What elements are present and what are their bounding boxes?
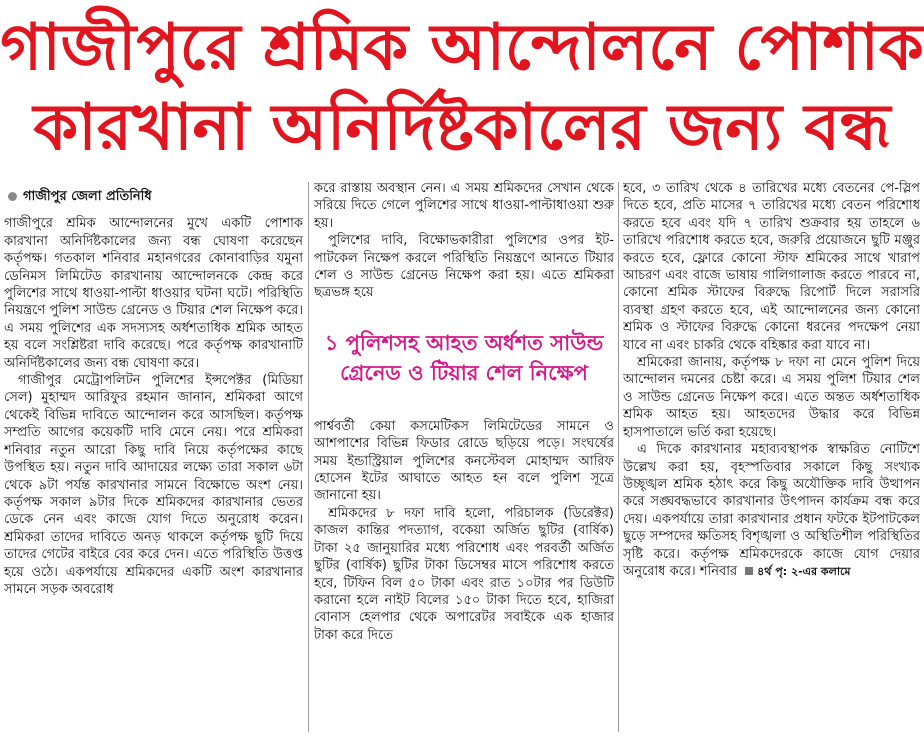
paragraph: শ্রমিকেরা জানায়, কর্তৃপক্ষ ৮ দফা না মেনে পুলিশ দিয়ে আন্দোলন দমনের চেষ্টা করে। এ সময় পুলিশ টিয়ার শেল ও সাউন্ড গ্রেনেড নিক্ষেপ করে। এতে অন্তত অর্ধশতাধিক শ্রমিক আহত হয়। আহতদের উদ্ধার করে বিভিন্ন হাসপাতালে ভর্তি করা হয়েছে। xyxy=(623,355,920,440)
paragraph: করে রাস্তায় অবস্থান নেন। এ সময় শ্রমিকদের সেখান থেকে সরিয়ে দিতে গেলে পুলিশের সাথে ধাওয়া-পাল্টাধাওয়া শুরু হয়। xyxy=(314,181,614,231)
paragraph: শ্রমিকদের ৮ দফা দাবি হলো, পরিচালক (ডিরেক্টর) কাজল কান্তির পদত্যাগ, বকেয়া অর্জিত ছুটির (বার্ষিক) টাকা ২৫ জানুয়ারির মধ্যে পরিশোধ এবং পরবর্তী অর্জিত ছুটির (বার্ষিক) ছুটির টাকা ডিসেম্বর মাসে পরিশোধ করতে হবে, টিফিন বিল ৫০ টাকা এবং রাত ১০টার পর ডিউটি করানো হলে নাইট বিলের ১৫০ টাকা দিতে হবে, হাজিরা বোনাস হেলপার থেকে অপারেটর সবাইকে এক হাজার টাকা করে দিতে xyxy=(314,505,614,643)
headline-line-2: কারখানা অনির্দিষ্টকালের জন্য বন্ধ xyxy=(33,91,891,165)
headline-line-1: গাজীপুরে শ্রমিক আন্দোলনে পোশাক xyxy=(0,11,924,85)
headline xyxy=(0,8,924,168)
pull-quote: ১ পুলিশসহ আহত অর্ধশত সাউন্ড গ্রেনেড ও টিয়ার শেল নিক্ষেপ xyxy=(324,330,604,385)
article-column-3 xyxy=(623,180,920,736)
paragraph: হবে, ৩ তারিখ থেকে ৪ তারিখের মধ্যে বেতনের পে-স্লিপ দিতে হবে, প্রতি মাসের ৭ তারিখের মধ্যে বেতন পরিশোধ করতে হবে এবং যদি ৭ তারিখ শুক্রবার হয় তাহলে ৬ তারিখে পরিশোধ করতে হবে, জরুরি প্রয়োজনে ছুটি মঞ্জুর করতে হবে, ফ্লোরে কোনো স্টাফ শ্রমিকের সাথে খারাপ আচরণ এবং বাজে ভাষায় গালিগালাজ করতে পারবে না, কোনো শ্রমিক স্টাফের বিরুদ্ধে রিপোর্ট দিলে সরাসরি ব্যবস্থা গ্রহণ করতে হবে, এই আন্দোলনের জন্য কোনো শ্রমিক ও স্টাফের বিরুদ্ধে কোনো ধরনের পদক্ষেপ নেয়া যাবে না এবং চাকরি থেকে বহিষ্কার করা যাবে না। xyxy=(623,181,920,353)
article-column-2 xyxy=(314,180,614,736)
paragraph: গাজীপুরে শ্রমিক আন্দোলনের মুখে একটি পোশাক কারখানা অনির্দিষ্টকালের জন্য বন্ধ ঘোষণা করেছেন কর্তৃপক্ষ। গতকাল শনিবার মহানগরের কোনাবাড়ির যমুনা ডেনিমস লিমিটেড কারখানায় আন্দোলনকে কেন্দ্র করে পুলিশের সাথে ধাওয়া-পাল্টা ধাওয়ার ঘটনা ঘটে। পরিস্থিতি নিয়ন্ত্রণে পুলিশ সাউন্ড গ্রেনেড ও টিয়ার শেল নিক্ষেপ করে। এ সময় পুলিশের এক সদস্যসহ অর্ধশতাধিক শ্রমিক আহত হয় বলে সংশ্লিষ্টরা দাবি করেছে। পরে কর্তৃপক্ষ কারখানাটি অনির্দিষ্টকালের জন্য বন্ধ ঘোষণা করে। xyxy=(4,216,303,371)
paragraph-text: এ দিকে কারখানার মহাব্যবস্থাপক স্বাক্ষরিত নোটিশে উল্লেখ করা হয়, বৃহস্পতিবার সকালে কিছু সংখ্যক উচ্ছৃঙ্খল শ্রমিক হঠাৎ করে কিছু অযৌক্তিক দাবি উত্থাপন করে সঙ্ঘবদ্ধভাবে কারখানার উৎপাদন কার্যক্রম বন্ধ করে দেয়। একপর্যায়ে তারা কারখানার প্রধান ফটকে ইটপাটকেল ছুড়ে সম্পদের ক্ষতিসহ বিশৃঙ্খলা ও অস্থিতিশীল পরিস্থিতির সৃষ্টি করে। কর্তৃপক্ষ শ্রমিকদেরকে কাজে যোগ দেয়ার অনুরোধ করে। শনিবার xyxy=(623,442,920,579)
bullet-icon xyxy=(8,192,17,201)
column-divider xyxy=(618,182,619,732)
article-column-1 xyxy=(4,180,303,736)
square-bullet-icon xyxy=(745,567,753,575)
column-divider xyxy=(308,182,309,732)
paragraph: পার্শ্ববর্তী কেয়া কসমেটিকস লিমিটেডের সামনে ও আশপাশের বিভিন্ন ফিডার রোডে ছড়িয়ে পড়ে। সংঘর্ষের সময় ইন্ডাস্ট্রিয়াল পুলিশের কনস্টেবল মোহাম্মদ আরিফ হোসেন ইটের আঘাতে আহত হন বলে পুলিশ সূত্রে জানানো হয়। xyxy=(314,418,614,504)
paragraph-with-continuation xyxy=(623,441,920,580)
byline xyxy=(4,188,303,205)
continuation-reference: ৪র্থ পৃ: ২-এর কলামে xyxy=(757,564,851,578)
paragraph: পুলিশের দাবি, বিক্ষোভকারীরা পুলিশের ওপর ইট-পাটকেল নিক্ষেপ করলে পরিস্থিতি নিয়ন্ত্রণে আনতে টিয়ার শেল ও সাউন্ড গ্রেনেড নিক্ষেপ করা হয়। এতে শ্রমিকরা ছত্রভঙ্গ হয়ে xyxy=(314,233,614,301)
byline-text: গাজীপুর জেলা প্রতিনিধি xyxy=(23,189,152,204)
paragraph: গাজীপুর মেট্রোপলিটন পুলিশের ইন্সপেক্টর (মিডিয়া সেল) মুহাম্মদ আরিফুর রহমান জানান, শ্রমিকরা আগে থেকেই বিভিন্ন দাবিতে আন্দোলন করে আসছিল। কর্তৃপক্ষ সম্প্রতি আগের কয়েকটি দাবি মেনে নেয়। পরে শ্রমিকরা শনিবার নতুন আরো কিছু দাবি নিয়ে কর্তৃপক্ষের কাছে উপস্থিত হয়। নতুন দাবি আদায়ের লক্ষ্যে তারা সকাল ৬টা থেকে ৯টা পর্যন্ত কারখানার সামনে বিক্ষোভে অংশ নেয়। কর্তৃপক্ষ সকাল ৯টার দিকে শ্রমিকদের কারখানার ভেতর ডেকে নেন এবং কাজে যোগ দিতে অনুরোধ করেন। শ্রমিকরা তাদের দাবিতে অনড় থাকলে কর্তৃপক্ষ ছুটি দিয়ে তাদের গেটের বাইরে বের করে দেন। এতে পরিস্থিতি উত্তপ্ত হয়ে ওঠে। একপর্যায়ে শ্রমিকদের একটি অংশ কারখানার সামনে সড়ক অবরোধ xyxy=(4,373,303,597)
